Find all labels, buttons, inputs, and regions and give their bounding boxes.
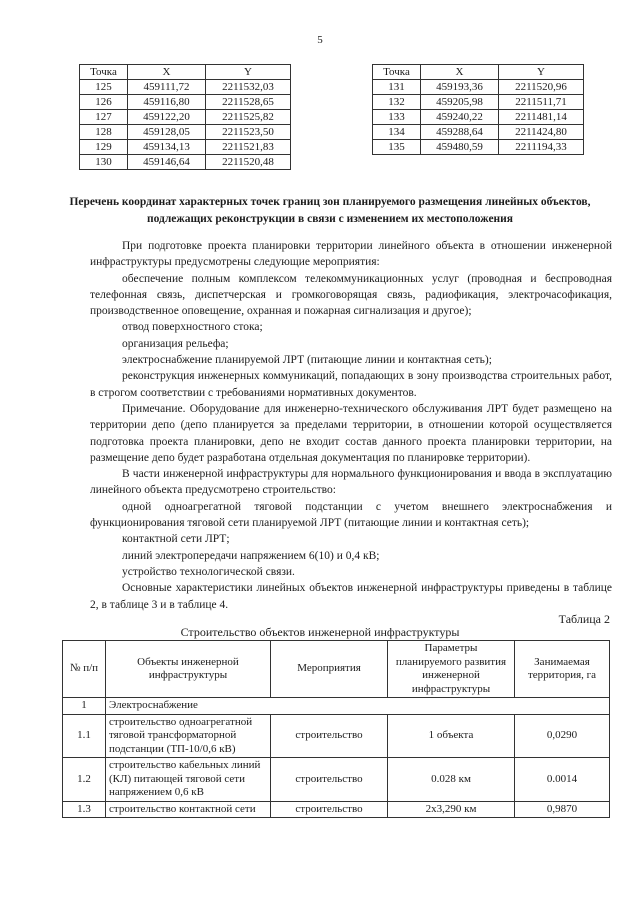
object-cell: строительство одноагрегатной тяговой трансформаторной подстанции (ТП-10/0,6 кВ) [106, 714, 271, 758]
infrastructure-table [62, 640, 610, 818]
point-number-cell: 130 [80, 155, 128, 170]
paragraph: линий электропередачи напряжением 6(10) и 0,4 кВ; [122, 549, 380, 562]
point-number-cell: 128 [80, 125, 128, 140]
paragraph: Основные характеристики линейных объектов инженерной инфраструктуры приведены в таблице 2, в таблице 3 и в таблице 4. [90, 582, 612, 611]
y-coordinate-cell: 2211424,80 [499, 125, 584, 140]
coordinates-table-right [372, 64, 584, 155]
coordinates-table-left [79, 64, 291, 170]
section-number: 1 [63, 698, 106, 715]
table-title: Строительство объектов инженерной инфраструктуры [180, 625, 460, 639]
column-header: Y [499, 65, 584, 80]
y-coordinate-cell: 2211523,50 [206, 125, 291, 140]
y-coordinate-cell: 2211194,33 [499, 140, 584, 155]
column-header: Точка [373, 65, 421, 80]
point-number-cell: 127 [80, 110, 128, 125]
object-cell: строительство кабельных линий (КЛ) питающей тяговой сети напряжением 0,6 кВ [106, 758, 271, 802]
table-row [80, 155, 291, 170]
x-coordinate-cell: 459116,80 [128, 95, 206, 110]
area-cell: 0,0290 [515, 714, 610, 758]
x-coordinate-cell: 459240,22 [421, 110, 499, 125]
column-header: Точка [80, 65, 128, 80]
paragraph: одной одноагрегатной тяговой подстанции с учетом внешнего электроснабжения и функционирования тяговой сети планируемой ЛРТ (питающие линии и контактная сеть); [90, 500, 612, 530]
column-header-area: Занимаемая территория, га [515, 641, 610, 698]
point-number-cell: 129 [80, 140, 128, 155]
activity-cell: строительство [271, 758, 388, 802]
section-name: Электроснабжение [106, 698, 610, 715]
table-header-row [63, 641, 610, 698]
table-row [373, 125, 584, 140]
table-row [373, 95, 584, 110]
x-coordinate-cell: 459134,13 [128, 140, 206, 155]
table-row [80, 80, 291, 95]
y-coordinate-cell: 2211525,82 [206, 110, 291, 125]
activity-cell: строительство [271, 714, 388, 758]
body-text [90, 238, 612, 613]
table-row [63, 801, 610, 818]
parameter-cell: 0.028 км [388, 758, 515, 802]
object-cell: строительство контактной сети [106, 801, 271, 818]
paragraph: электроснабжение планируемой ЛРТ (питающие линии и контактная сеть); [122, 354, 492, 367]
row-number-cell: 1.2 [63, 758, 106, 802]
x-coordinate-cell: 459122,20 [128, 110, 206, 125]
table-row [373, 110, 584, 125]
point-number-cell: 133 [373, 110, 421, 125]
y-coordinate-cell: 2211481,14 [499, 110, 584, 125]
area-cell: 0,9870 [515, 801, 610, 818]
table-row [373, 140, 584, 155]
table-row [80, 125, 291, 140]
paragraph: отвод поверхностного стока; [122, 321, 263, 334]
section-heading: Перечень координат характерных точек границ зон планируемого размещения линейных объектов, подлежащих реконструкции в связи с изменением их местоположения [69, 196, 591, 225]
y-coordinate-cell: 2211511,71 [499, 95, 584, 110]
column-header: X [128, 65, 206, 80]
point-number-cell: 125 [80, 80, 128, 95]
row-number-cell: 1.3 [63, 801, 106, 818]
table-row [80, 95, 291, 110]
table-header-row [80, 65, 291, 80]
parameter-cell: 1 объекта [388, 714, 515, 758]
area-cell: 0.0014 [515, 758, 610, 802]
point-number-cell: 126 [80, 95, 128, 110]
parameter-cell: 2х3,290 км [388, 801, 515, 818]
column-header: X [421, 65, 499, 80]
paragraph: реконструкция инженерных коммуникаций, попадающих в зону производства строительных работ, в строгом соответствии с требованиями нормативных документов. [90, 370, 612, 399]
table-label: Таблица 2 [558, 612, 610, 626]
table-section-row [63, 698, 610, 715]
x-coordinate-cell: 459128,05 [128, 125, 206, 140]
row-number-cell: 1.1 [63, 714, 106, 758]
x-coordinate-cell: 459205,98 [421, 95, 499, 110]
x-coordinate-cell: 459288,64 [421, 125, 499, 140]
y-coordinate-cell: 2211520,48 [206, 155, 291, 170]
table-header-row [373, 65, 584, 80]
table-row [80, 110, 291, 125]
paragraph: организация рельефа; [122, 337, 229, 350]
table-row [63, 758, 610, 802]
paragraph: В части инженерной инфраструктуры для нормального функционирования и ввода в эксплуатацию линейного объекта предусмотрено строительство: [90, 468, 612, 497]
column-header: Y [206, 65, 291, 80]
y-coordinate-cell: 2211520,96 [499, 80, 584, 95]
table-row [80, 140, 291, 155]
paragraph: устройство технологической связи. [122, 565, 295, 578]
column-header-number: № п/п [63, 641, 106, 698]
column-header-parameters: Параметры планируемого развития инженерной инфраструктуры [388, 641, 515, 698]
y-coordinate-cell: 2211521,83 [206, 140, 291, 155]
point-number-cell: 132 [373, 95, 421, 110]
paragraph: контактной сети ЛРТ; [122, 533, 230, 546]
paragraph: обеспечение полным комплексом телекоммуникационных услуг (проводная и беспроводная телефонная связь, диспетчерская и громкоговорящая связь, радиофикация, электрочасофикация, производственное оповещение, охранная и пожарная сигнализация и другое); [90, 272, 612, 318]
x-coordinate-cell: 459146,64 [128, 155, 206, 170]
table-row [373, 80, 584, 95]
x-coordinate-cell: 459193,36 [421, 80, 499, 95]
y-coordinate-cell: 2211532,03 [206, 80, 291, 95]
point-number-cell: 134 [373, 125, 421, 140]
point-number-cell: 131 [373, 80, 421, 95]
paragraph: Примечание. Оборудование для инженерно-технического обслуживания ЛРТ будет размещено на территории депо (депо планируется за пределами территории, в отношении которой осуществляется подготовка проекта планировки, депо не входит состав данного проекта планировки территории, на размещение депо будет разработана отдельная документация по планировке территории). [90, 402, 612, 464]
x-coordinate-cell: 459111,72 [128, 80, 206, 95]
column-header-activity: Мероприятия [271, 641, 388, 698]
paragraph: При подготовке проекта планировки территории линейного объекта в отношении инженерной инфраструктуры предусмотрены следующие мероприятия: [90, 240, 612, 269]
table-row [63, 714, 610, 758]
page-number: 5 [317, 34, 323, 46]
y-coordinate-cell: 2211528,65 [206, 95, 291, 110]
activity-cell: строительство [271, 801, 388, 818]
column-header-object: Объекты инженерной инфраструктуры [106, 641, 271, 698]
point-number-cell: 135 [373, 140, 421, 155]
x-coordinate-cell: 459480,59 [421, 140, 499, 155]
